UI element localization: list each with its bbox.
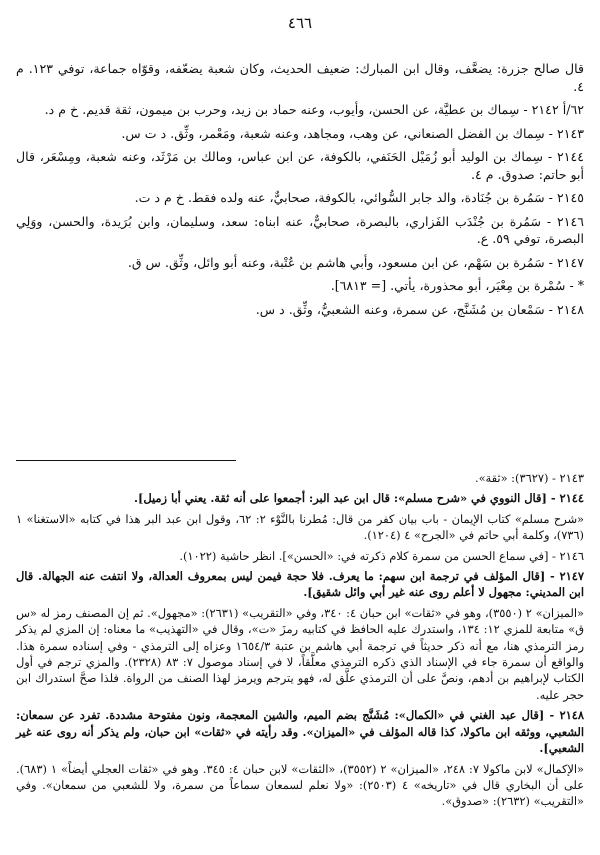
note-2146: ٢١٤٦ - [في سماع الحسن من سمرة كلام ذكرته في: «الحسن»]. انظر حاشية (١٠٢٢). <box>179 548 584 563</box>
entry-2142: ٦٢/أ ٢١٤٢ - سِماك بن عطيَّة، عن الحسن، وأيوب، وعنه حماد بن زيد، وحرب بن ميمون، ثقة قديم. خ م د. <box>44 102 584 117</box>
entry-2145: ٢١٤٥ - سَمُرة بن جُنَادة، والد جابر السُّوائي، بالكوفة، صحابيٌّ، عنه ولده فقط. خ م د ت. <box>134 190 584 205</box>
entry-2143: ٢١٤٣ - سِماك بن الفضل الصنعاني، عن وهب، ومجاهد، وعنه شعبة، ومَعْمر، وثِّق. د ت س. <box>121 125 584 141</box>
entry-2144: ٢١٤٤ - سِماك بن الوليد أبو زُمَيْل الحَنَفي، بالكوفة، عن ابن عباس، ومالك بن مَرْثَد، وعنه شعبة، ومِسْعَر، قال أبو حاتم: صدوق. م ٤. <box>16 149 584 182</box>
entry-cross-reference: * - سُمْرة بن مِعْيَر، أبو محذورة، يأتي. [= ٦٨١٣]. <box>330 278 584 293</box>
note-2148: ٢١٤٨ - [قال عبد الغني في «الكمال»: مُشَنَّج بضم الميم، والشين المعجمة، ونون مفتوحة مشددة. تفرد عن سمعان: الشعبي، ووثقه ابن ماكولا، كذا قاله المؤلف في «الميزان». وقد رأيته في «ثقات» ابن حبان، ولم يذكر أنه روى عنه غير الشعبي]. <box>16 708 584 756</box>
entry-2146: ٢١٤٦ - سَمُرة بن جُنْدَب الفَزاري، بالبصرة، صحابيٌّ، عنه ابناه: سعد، وسليمان، وابن بُرَيدة، والحسن، ووَلِي البصرة، توفي ٥٩. ع. <box>16 213 584 246</box>
footnotes <box>16 470 584 814</box>
note-2143: ٢١٤٣ - (٣٦٢٧): «ثقة». <box>474 471 584 485</box>
note-2144-detail: «شرح مسلم» كتاب الإيمان - باب بيان كفر من قال: مُطرنا بالنَّوْء ٢: ٦٢، وقول ابن عبد البر هذا في كتابه «الاستغنا» ١ (٧٣٦)، وكلمة أبي حاتم في «الجرح» ٤ (١٢٠٤). <box>16 511 584 543</box>
note-2148-detail: «الإكمال» لابن ماكولا ٧: ٢٤٨، «الميزان» ٢ (٣٥٥٢)، «الثقات» لابن حبان ٤: ٣٤٥. وهو في «ثقات العجلي أيضاً» ١ (٦٨٣). على أن البخاري قال في «تاريخه» ٤ (٢٥٠٣): «ولا نعلم لسمعان سماعاً من سمرة، ولا للشعبي من سمعان». وفي «التقريب» (٢٦٣٢): «صدوق». <box>16 761 585 809</box>
note-2144: ٢١٤٤ - [قال النووي في «شرح مسلم»: قال ابن عبد البر: أجمعوا على أنه ثقة. يعني أبا زميل]. <box>134 491 584 506</box>
note-2147-detail: «الميزان» ٢ (٣٥٥٠)، وهو في «ثقات» ابن حبان ٤: ٣٤٠، وفي «التقريب» (٢٦٣١): «مجهول». ثم إن المصنف رمز له «س ق» متابعة للمزي ١٢: ١٣٤، واستدرك عليه الحافظ في كتابيه رمزَ «ت»، وقال في «التهذيب» ما معناه: إن المزي لم يذكر رمز الترمذي هنا، مع أنه ذكر حديثاً في ترجمة أبي هاشم بن عتبة ١٦٥٤/٣ وعزاه إلى الترمذي - وفي إسناده سمرة هذا. والواقع أن سمرة جاء في الإسناد الذي ذكره الترمذي معلَّقاً، لا في إسناد موصول ٧: ٨٣ (٢٣٢٨). والمزي ترجم في أول الكتاب لإبراهيم بن أدهم، ونصَّ على أن الترمذي علَّق له، فهو يترجم ويرمز لهذا الصنف من الرواة. فلذا صحَّ استدراك ابن حجر عليه. <box>16 605 584 702</box>
entry-2148: ٢١٤٨ - سَمْعان بن مُشَنَّج، عن سمرة، وعنه الشعبيُّ، وثِّق. د س. <box>255 301 584 317</box>
entry-2141-tail: قال صالح جزرة: يضعَّف، وقال ابن المبارك: ضعيف الحديث، وكان شعبة يضعّفه، وقوّاه جماعة، توفي ١٢٣. م ٤. <box>16 61 584 94</box>
entry-2147: ٢١٤٧ - سَمُرة بن سَهْم، عن ابن مسعود، وأبي هاشم بن عُتْبة، وعنه أبو وائل، وثِّق. س ق. <box>127 254 584 270</box>
note-2147: ٢١٤٧ - [قال المؤلف في ترجمة ابن سهم: ما يعرف. فلا حجة فيمن ليس بمعروف العدالة، ولا انتفت عنه الجهالة. قال ابن المديني: مجهول لا أعلم روى عنه غير أبي وائل شقيق]. <box>16 569 584 600</box>
footnote-separator <box>16 460 236 461</box>
main-text <box>16 60 584 324</box>
page-number: ٤٦٦ <box>287 14 313 32</box>
